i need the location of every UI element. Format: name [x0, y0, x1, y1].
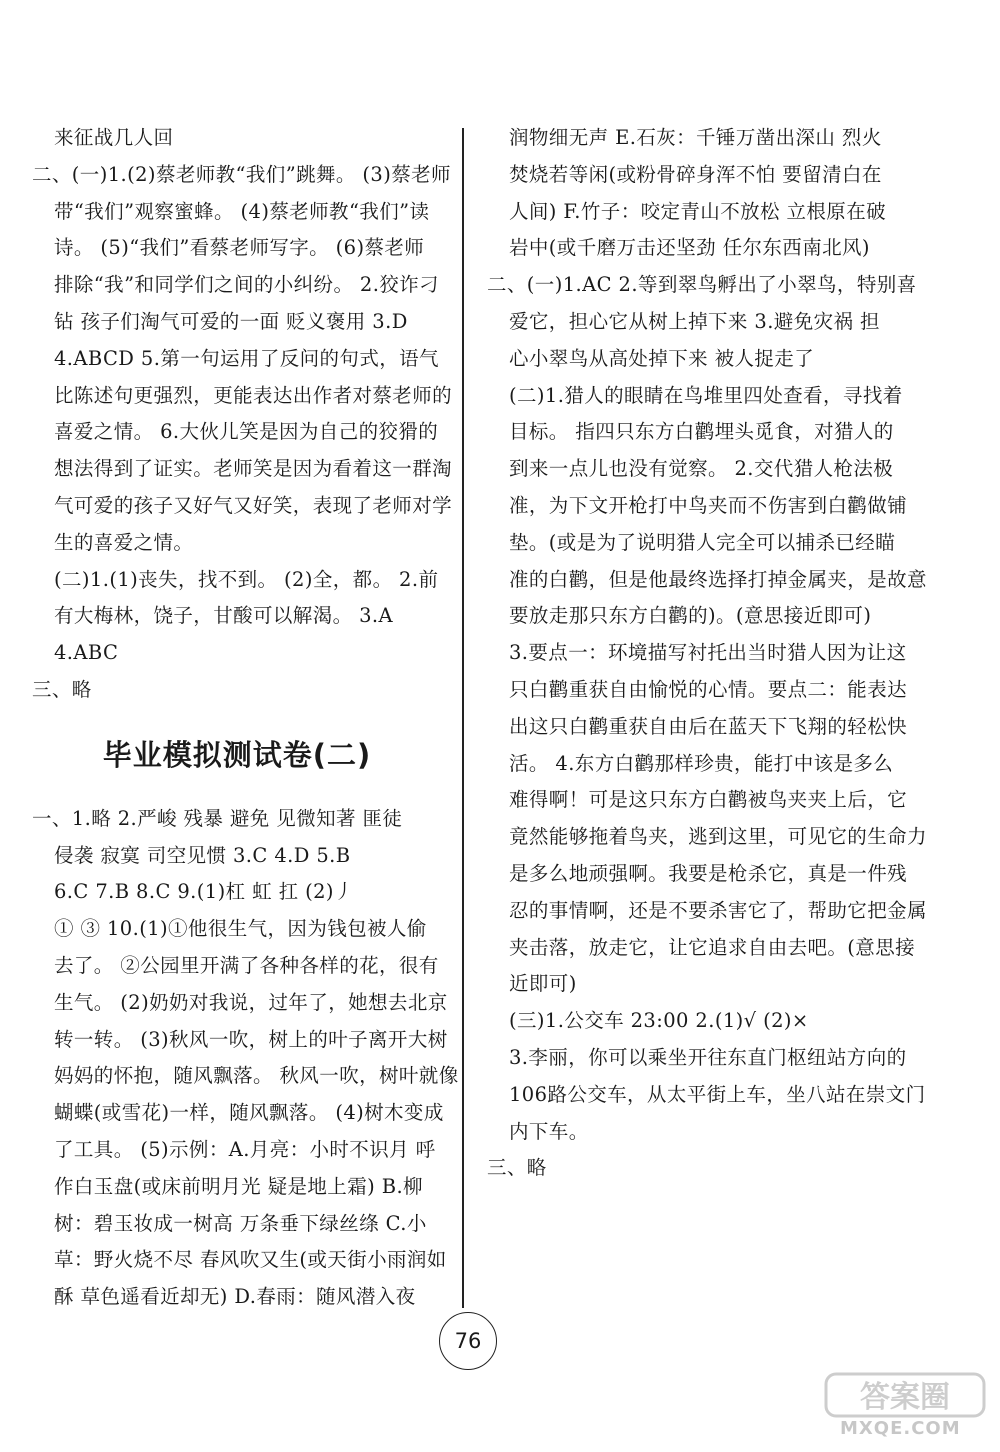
watermark-logo-text: 答案圈 [860, 1380, 950, 1415]
answer-line: 一、1.略 2.严峻 残暴 避免 见微知著 匪徒 [32, 806, 403, 830]
answer-line: 转一转。 (3)秋风一吹，树上的叶子离开大树 [54, 1027, 448, 1051]
answer-line: 难得啊！可是这只东方白鹳被鸟夹夹上后，它 [509, 788, 908, 812]
answer-line: 到来一点儿也没有觉察。 2.交代猎人枪法极 [509, 457, 894, 481]
watermark-icon [822, 1368, 992, 1420]
answer-line: (二)1.(1)丧失，找不到。 (2)全，都。 2.前 [54, 567, 439, 591]
answer-line: 目标。 指四只东方白鹳埋头觅食，对猎人的 [509, 420, 894, 444]
answer-line: 106路公交车，从太平街上车，坐八站在崇文门 [509, 1082, 926, 1106]
answer-line: ① ③ 10.(1)①他很生气，因为钱包被人偷 [54, 917, 427, 941]
answer-line: 6.C 7.B 8.C 9.(1)杠 虹 扛 (2)丿 [54, 880, 354, 904]
answer-line: 焚烧若等闲(或粉骨碎身浑不怕 要留清白在 [509, 162, 882, 186]
answer-line: 3.要点一：环境描写衬托出当时猎人因为让这 [509, 641, 907, 665]
answer-line: 钻 孩子们淘气可爱的一面 贬义褒用 3.D [54, 309, 408, 333]
answer-line: 4.ABCD 5.第一句运用了反问的句式，语气 [54, 346, 439, 370]
watermark-logo [822, 1368, 992, 1448]
answer-line: 准，为下文开枪打中鸟夹而不伤害到白鹳做铺 [509, 493, 908, 517]
answer-line: 树：碧玉妆成一树高 万条垂下绿丝绦 C.小 [54, 1211, 427, 1235]
answer-line: 心小翠鸟从高处掉下来 被人捉走了 [509, 346, 815, 370]
answer-line: 二、(一)1.(2)蔡老师教“我们”跳舞。 (3)蔡老师 [32, 162, 451, 186]
answer-line: 妈妈的怀抱，随风飘落。 秋风一吹，树叶就像 [54, 1064, 459, 1088]
section-title: 毕业模拟测试卷(二) [102, 737, 372, 772]
answer-line: 比陈述句更强烈，更能表达出作者对蔡老师的 [54, 383, 453, 407]
answer-line: 只白鹳重获自由愉悦的心情。要点二：能表达 [509, 677, 908, 701]
answer-line: 作白玉盘(或床前明月光 疑是地上霜) B.柳 [54, 1174, 423, 1198]
answer-line: 想法得到了证实。老师笑是因为看着这一群淘 [54, 457, 453, 481]
left-column [32, 120, 459, 1316]
answer-line: 润物细无声 E.石灰：千锤万凿出深山 烈火 [509, 126, 882, 149]
answer-line: 喜爱之情。 6.大伙儿笑是因为自己的狡猾的 [54, 420, 439, 444]
answer-line: 三、略 [487, 1156, 547, 1180]
answer-line: 出这只白鹳重获自由后在蓝天下飞翔的轻松快 [509, 714, 908, 738]
answer-line: 内下车。 [509, 1119, 589, 1143]
answer-line: 要放走那只东方白鹳的)。(意思接近即可) [509, 604, 872, 628]
answer-line: 竟然能够拖着鸟夹，逃到这里，可见它的生命力 [509, 825, 927, 849]
answer-line: (二)1.猎人的眼睛在鸟堆里四处查看，寻找着 [509, 383, 903, 407]
answer-line: 岩中(或千磨万击还坚劲 任尔东西南北风) [509, 236, 870, 260]
answer-line: 酥 草色遥看近却无) D.春雨：随风潜入夜 [54, 1285, 416, 1309]
answer-line: 夹击落，放走它，让它追求自由去吧。(意思接 [509, 935, 916, 959]
answer-line: 是多么地顽强啊。我要是枪杀它，真是一件残 [509, 861, 908, 885]
answer-line: 蝴蝶(或雪花)一样，随风飘落。 (4)树木变成 [54, 1101, 444, 1125]
answer-line: 近即可) [509, 972, 577, 996]
answer-line: 排除“我”和同学们之间的小纠纷。 2.狡诈刁 [54, 273, 440, 297]
answer-line: 去了。 ②公园里开满了各种各样的花，很有 [54, 953, 439, 977]
answer-line: 生的喜爱之情。 [54, 530, 194, 554]
answer-line: 人间) F.竹子：咬定青山不放松 立根原在破 [509, 199, 886, 223]
answer-line: 生气。 (2)奶奶对我说，过年了，她想去北京 [54, 990, 448, 1014]
page-number [439, 1312, 497, 1370]
column-divider [462, 128, 464, 1308]
answer-line: 3.李丽，你可以乘坐开往东直门枢纽站方向的 [509, 1045, 907, 1069]
answer-line: 活。 4.东方白鹳那样珍贵，能打中该是多么 [509, 751, 894, 775]
answer-line: 4.ABC [54, 641, 119, 665]
answer-line: 三、略 [32, 677, 92, 701]
answer-line: 垫。(或是为了说明猎人完全可以捕杀已经瞄 [509, 530, 896, 554]
answer-line: 侵袭 寂寞 司空见惯 3.C 4.D 5.B [54, 843, 351, 867]
answer-line: 有大梅林，饶子，甘酸可以解渴。 3.A [54, 604, 393, 628]
answer-line: 诗。 (5)“我们”看蔡老师写字。 (6)蔡老师 [54, 236, 425, 260]
answer-line: 草：野火烧不尽 春风吹又生(或天街小雨润如 [54, 1248, 447, 1272]
page-number-text: 76 [454, 1329, 482, 1353]
answer-line: 二、(一)1.AC 2.等到翠鸟孵出了小翠鸟，特别喜 [487, 273, 917, 297]
answer-line: 气可爱的孩子又好气又好笑，表现了老师对学 [54, 493, 453, 517]
answer-line: 忍的事情啊，还是不要杀害它了，帮助它把金属 [509, 898, 927, 922]
answer-line: 爱它，担心它从树上掉下来 3.避免灾祸 担 [509, 309, 880, 333]
right-column [487, 120, 927, 1187]
answer-line: 来征战几人回 [54, 126, 174, 149]
answer-line: 准的白鹳，但是他最终选择打掉金属夹，是故意 [509, 567, 927, 591]
answer-line: (三)1.公交车 23:00 2.(1)√ (2)× [509, 1009, 809, 1033]
watermark-url: MXQE.COM [840, 1418, 961, 1439]
answer-line: 带“我们”观察蜜蜂。 (4)蔡老师教“我们”读 [54, 199, 430, 223]
answer-line: 了工具。 (5)示例：A.月亮：小时不识月 呼 [54, 1137, 436, 1161]
